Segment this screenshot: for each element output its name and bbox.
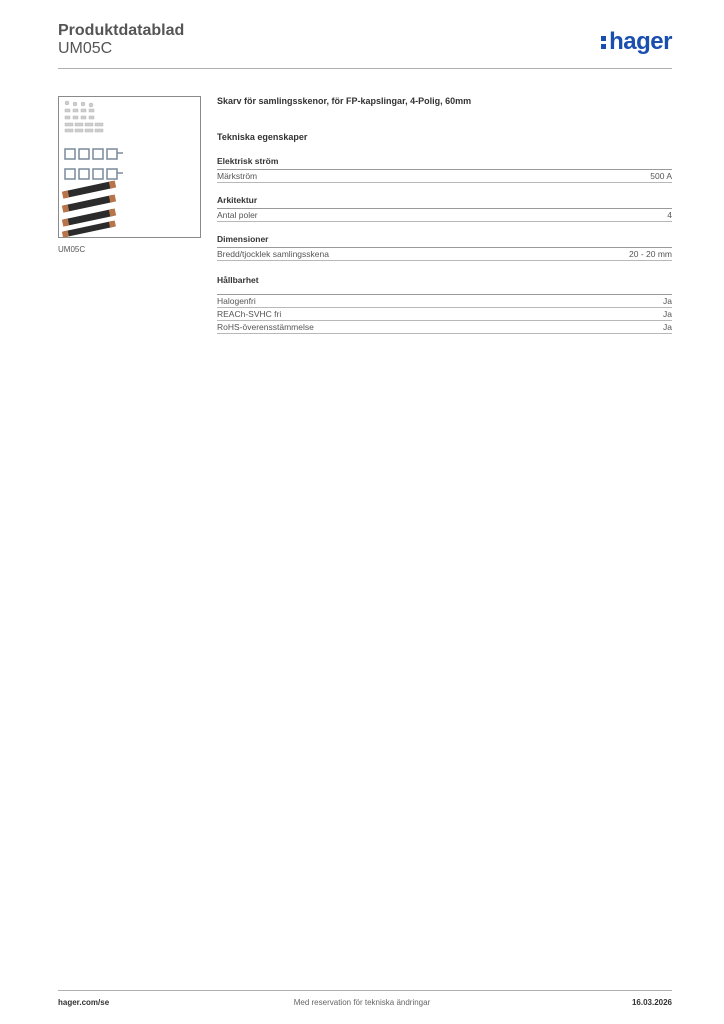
spec-label: Märkström [217,171,258,181]
spec-label: Halogenfri [217,296,256,306]
spec-label: Bredd/tjocklek samlingsskena [217,249,329,259]
spec-label: RoHS-överensstämmelse [217,322,314,332]
logo-dots-icon [601,33,607,52]
product-code: UM05C [58,40,113,57]
footer-disclaimer: Med reservation för tekniska ändringar [293,998,431,1007]
product-description: Skarv för samlingsskenor, för FP-kapslingar, 4-Polig, 60mm [217,96,472,106]
specifications-panel [217,96,672,334]
footer-website-link[interactable]: hager.com/se [58,998,110,1007]
spec-row [217,308,672,321]
spec-value: 500 A [650,171,672,181]
spec-value: Ja [663,296,672,306]
footer-divider [58,990,672,991]
spec-value: Ja [663,322,672,332]
spec-row [217,209,672,222]
group-heading-dimensions: Dimensioner [217,234,269,244]
spec-value: 4 [667,210,672,220]
spec-label: Antal poler [217,210,258,220]
spec-row [217,321,672,334]
spec-value: 20 - 20 mm [629,249,672,259]
group-heading-sustainability: Hållbarhet [217,275,259,285]
footer-date: 16.03.2026 [631,998,672,1007]
spec-row [217,248,672,261]
spec-value: Ja [663,309,672,319]
document-header [58,20,672,68]
document-title: Produktdatablad [58,22,185,39]
spacer [217,287,672,293]
technical-heading: Tekniska egenskaper [217,132,308,142]
image-caption: UM05C [58,245,86,254]
spec-row [217,170,672,183]
spec-label: REACh-SVHC fri [217,309,282,319]
spec-row [217,295,672,308]
busbar-connector-illustration [59,97,200,237]
group-heading-architecture: Arkitektur [217,195,258,205]
hager-logo [601,28,672,56]
product-image [58,96,201,238]
header-divider [58,68,672,69]
group-heading-electrical: Elektrisk ström [217,156,279,166]
logo-text: hager [609,28,672,55]
